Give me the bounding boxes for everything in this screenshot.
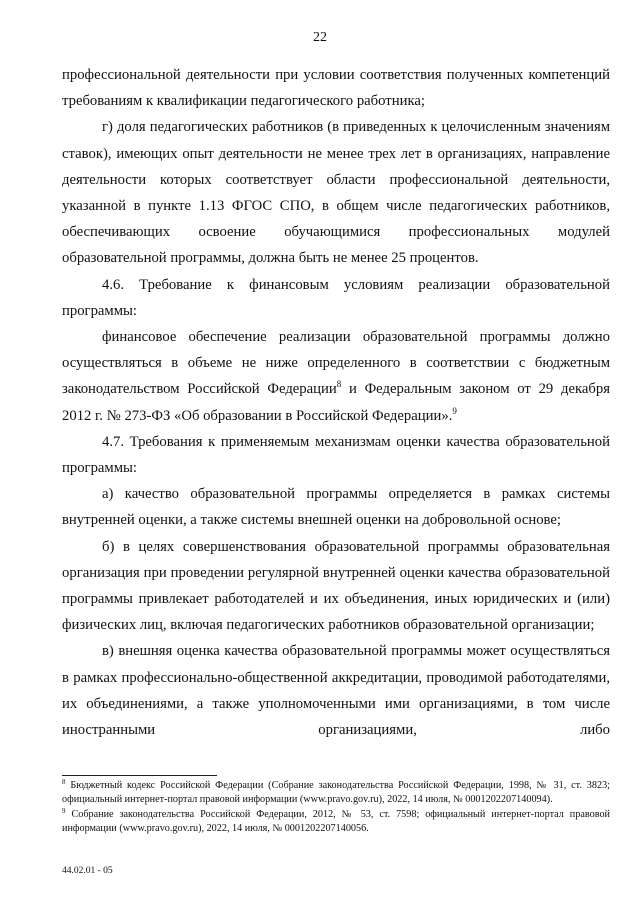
paragraph-text: и Федеральным законом от 29 декабря 2012 г. № 273-ФЗ «Об образовании в Российской Федерации». <box>62 381 610 424</box>
footnote-text: Собрание законодательства Российской Федерации, 2012, № 53, ст. 7598; официальный интернет-портал правовой информации (www.pravo.gov.ru), 2022, 14 июля, № 0001202207140056. <box>62 808 610 834</box>
paragraph-text: г) доля педагогических работников (в приведенных к целочисленным значениям ставок), имеющих опыт деятельности не менее трех лет в организациях, направление деятельности которых соответствует области профессиональной деятельности, указанной в пункте 1.13 ФГОС СПО, в общем числе педагогических работников, обеспечивающих освоение обучающимися профессиональных модулей образовательной программы, должна быть не менее 25 процентов. <box>62 119 610 267</box>
paragraph-item-v <box>62 638 610 743</box>
footnote-ref-8[interactable]: 8 <box>336 379 342 390</box>
body-text <box>62 62 610 743</box>
paragraph-section-4-6 <box>62 272 610 324</box>
paragraph-text: профессиональной деятельности при условии соответствия полученных компетенций требованиям к квалификации педагогического работника; <box>62 67 610 110</box>
document-code: 44.02.01 - 05 <box>62 866 113 876</box>
paragraph-section-4-7 <box>62 429 610 481</box>
paragraph-item-a <box>62 481 610 533</box>
paragraph-financing <box>62 324 610 429</box>
paragraph-text: а) качество образовательной программы определяется в рамках системы внутренней оценки, а также системы внешней оценки на добровольной основе; <box>62 486 610 529</box>
paragraph-text: 4.6. Требование к финансовым условиям реализации образовательной программы: <box>62 276 610 319</box>
paragraph-item-g <box>62 114 610 271</box>
footnote-8 <box>62 779 610 808</box>
paragraph-continuation <box>62 62 610 114</box>
paragraph-text: 4.7. Требования к применяемым механизмам оценки качества образовательной программы: <box>62 433 610 477</box>
footnotes <box>62 779 610 836</box>
paragraph-text: в) внешняя оценка качества образовательной программы может осуществляться в рамках профессионально-общественной аккредитации, проводимой работодателями, их объединениями, а также уполномоченными ими организациями, в том числе иностранными организациями, либо <box>62 643 610 739</box>
page-number: 22 <box>313 30 327 45</box>
footnote-ref-9[interactable]: 9 <box>452 405 457 416</box>
paragraph-item-b <box>62 534 610 639</box>
footnote-number: 9 <box>62 806 66 815</box>
footnote-9 <box>62 808 610 837</box>
paragraph-text: б) в целях совершенствования образовательной программы образовательная организация при проведении регулярной внутренней оценки качества образовательной программы привлекает работодателей и их объединения, иных юридических и (или) физических лиц, включая педагогических работников образовательной организации; <box>62 538 610 634</box>
footnote-divider <box>62 775 217 776</box>
footnote-number: 8 <box>62 778 66 786</box>
paragraph-text: финансовое обеспечение реализации образовательной программы должно осуществляться в объеме не ниже определенного в соответствии с бюджетным законодательством Российской Федерации <box>62 329 610 398</box>
footnote-text: Бюджетный кодекс Российской Федерации (Собрание законодательства Российской Федерации, 1998, № 31, ст. 3823; официальный интернет-портал правовой информации (www.pravo.gov.ru), 2022, 14 июля, № 0001202207140094). <box>62 780 610 806</box>
